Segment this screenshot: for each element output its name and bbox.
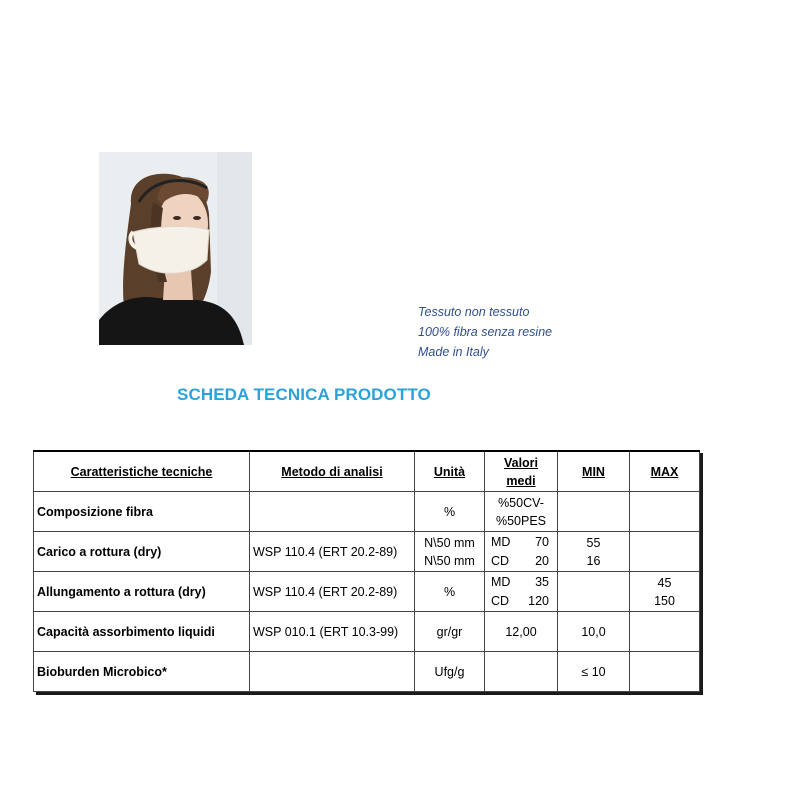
avg-label: CD [491,593,510,608]
avg-value: 70 [535,534,549,549]
header-avg-line1: Valori [503,455,539,470]
product-notes [418,302,552,362]
cell-unit-line2: N\50 mm [424,553,475,568]
cell-avg [485,492,558,532]
cell-min-line2: 16 [586,553,601,568]
cell-avg: 12,00 [485,612,558,652]
cell-method: WSP 010.1 (ERT 10.3-99) [250,612,415,652]
table-row [34,652,700,692]
cell-max [630,532,700,572]
spec-table [33,450,700,692]
cell-min-line1: 55 [586,535,601,550]
cell-feature: Allungamento a rottura (dry) [34,572,250,612]
table-row [34,612,700,652]
avg-label: MD [491,534,511,549]
header-method: Metodo di analisi [250,451,415,492]
cell-min [558,572,630,612]
cell-unit: gr/gr [415,612,485,652]
header-max: MAX [630,451,700,492]
cell-avg-line2: %50PES [495,513,547,528]
table-row [34,492,700,532]
note-line: Tessuto non tessuto [418,305,530,319]
cell-method [250,652,415,692]
table-row [34,572,700,612]
cell-min [558,492,630,532]
cell-min: ≤ 10 [558,652,630,692]
cell-feature: Bioburden Microbico* [34,652,250,692]
cell-max [630,612,700,652]
header-feature: Caratteristiche tecniche [34,451,250,492]
cell-avg [485,572,558,612]
product-photo [99,152,252,345]
avg-value: 20 [535,553,549,568]
cell-unit: % [415,492,485,532]
page-title: SCHEDA TECNICA PRODOTTO [177,385,431,404]
cell-min [558,532,630,572]
avg-value: 120 [528,593,549,608]
cell-method [250,492,415,532]
header-avg [485,451,558,492]
table-row [34,532,700,572]
cell-min: 10,0 [558,612,630,652]
cell-method: WSP 110.4 (ERT 20.2-89) [250,532,415,572]
header-unit: Unità [415,451,485,492]
cell-feature: Capacità assorbimento liquidi [34,612,250,652]
header-avg-line2: medi [506,473,536,488]
cell-avg [485,532,558,572]
cell-max [630,652,700,692]
cell-max-line2: 150 [654,593,675,608]
cell-unit: Ufg/g [415,652,485,692]
avg-value: 35 [535,574,549,589]
cell-feature: Composizione fibra [34,492,250,532]
cell-feature: Carico a rottura (dry) [34,532,250,572]
cell-avg [485,652,558,692]
cell-max-line1: 45 [657,575,672,590]
avg-label: CD [491,553,510,568]
note-line: Made in Italy [418,345,489,359]
cell-avg-line1: %50CV- [498,495,544,510]
cell-method: WSP 110.4 (ERT 20.2-89) [250,572,415,612]
avg-label: MD [491,574,511,589]
note-line: 100% fibra senza resine [418,325,553,339]
cell-unit-line1: N\50 mm [424,535,475,550]
cell-unit [415,532,485,572]
cell-max [630,492,700,532]
table-header-row [34,451,700,492]
cell-unit: % [415,572,485,612]
header-min: MIN [558,451,630,492]
cell-max [630,572,700,612]
